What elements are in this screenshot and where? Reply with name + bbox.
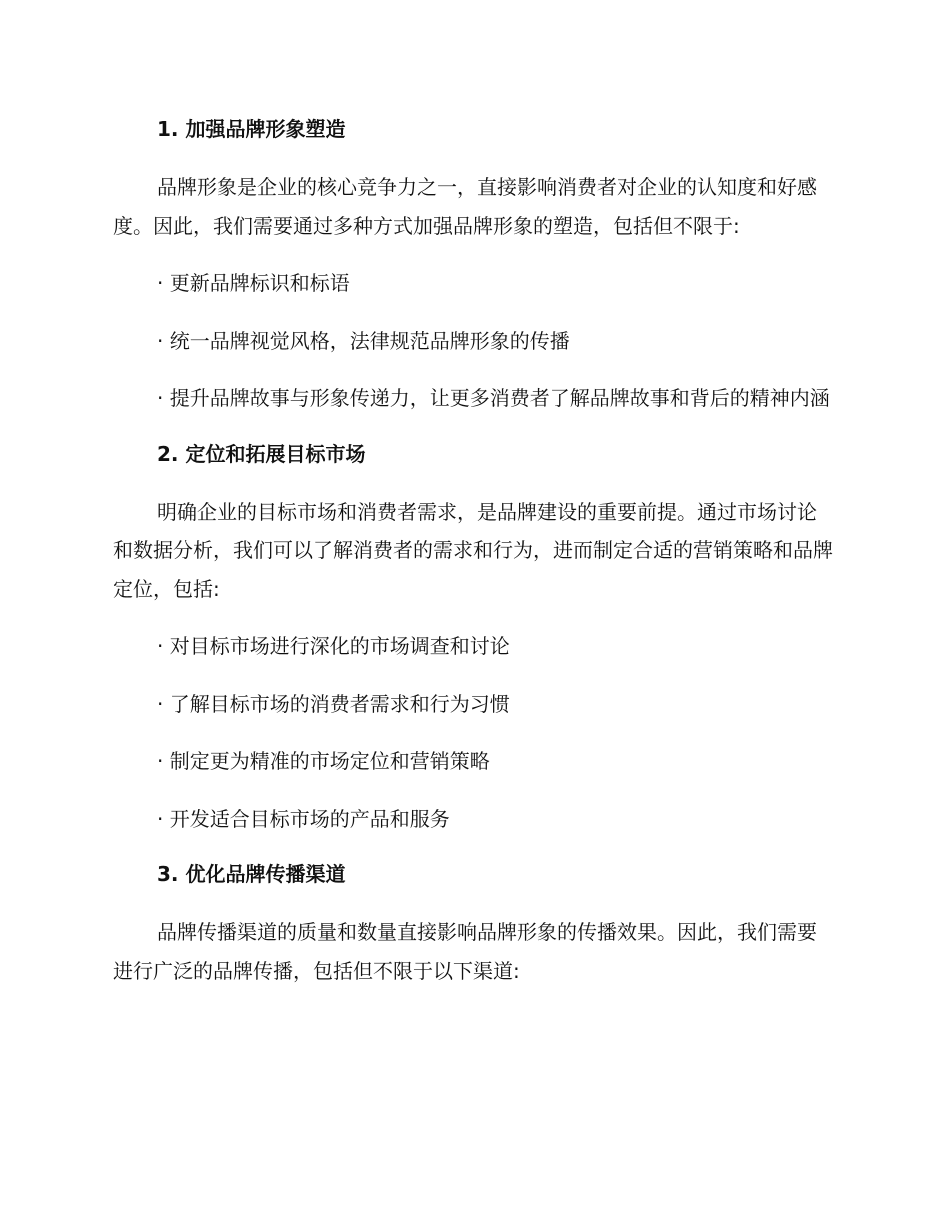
bullet-item: · 对目标市场进行深化的市场调查和讨论 [157,634,510,658]
section-paragraph: 品牌形象是企业的核心竞争力之一，直接影响消费者对企业的认知度和好感度。因此，我们需要通过多种方式加强品牌形象的塑造，包括但不限于: [113,175,817,238]
section-heading: 1. 加强品牌形象塑造 [157,117,346,141]
bullet-item: · 了解目标市场的消费者需求和行为习惯 [157,691,510,716]
section-heading: 3. 优化品牌传播渠道 [157,862,346,886]
bullet-item: · 统一品牌视觉风格，法律规范品牌形象的传播 [157,328,570,353]
document-body [113,112,833,1009]
section-target-market [113,437,833,839]
bullet-item: · 开发适合目标市场的产品和服务 [157,806,450,831]
section-heading: 2. 定位和拓展目标市场 [157,441,366,466]
bullet-item: · 制定更为精准的市场定位和营销策略 [157,749,490,773]
section-brand-image [113,112,833,418]
section-paragraph: 品牌传播渠道的质量和数量直接影响品牌形象的传播效果。因此，我们需要进行广泛的品牌传播，包括但不限于以下渠道: [113,920,817,983]
section-brand-channels [113,857,833,990]
bullet-item: · 更新品牌标识和标语 [157,271,350,295]
section-paragraph: 明确企业的目标市场和消费者需求，是品牌建设的重要前提。通过市场讨论和数据分析，我们可以了解消费者的需求和行为，进而制定合适的营销策略和品牌定位，包括: [113,499,833,601]
bullet-item: · 提升品牌故事与形象传递力，让更多消费者了解品牌故事和背后的精神内涵 [157,386,830,410]
